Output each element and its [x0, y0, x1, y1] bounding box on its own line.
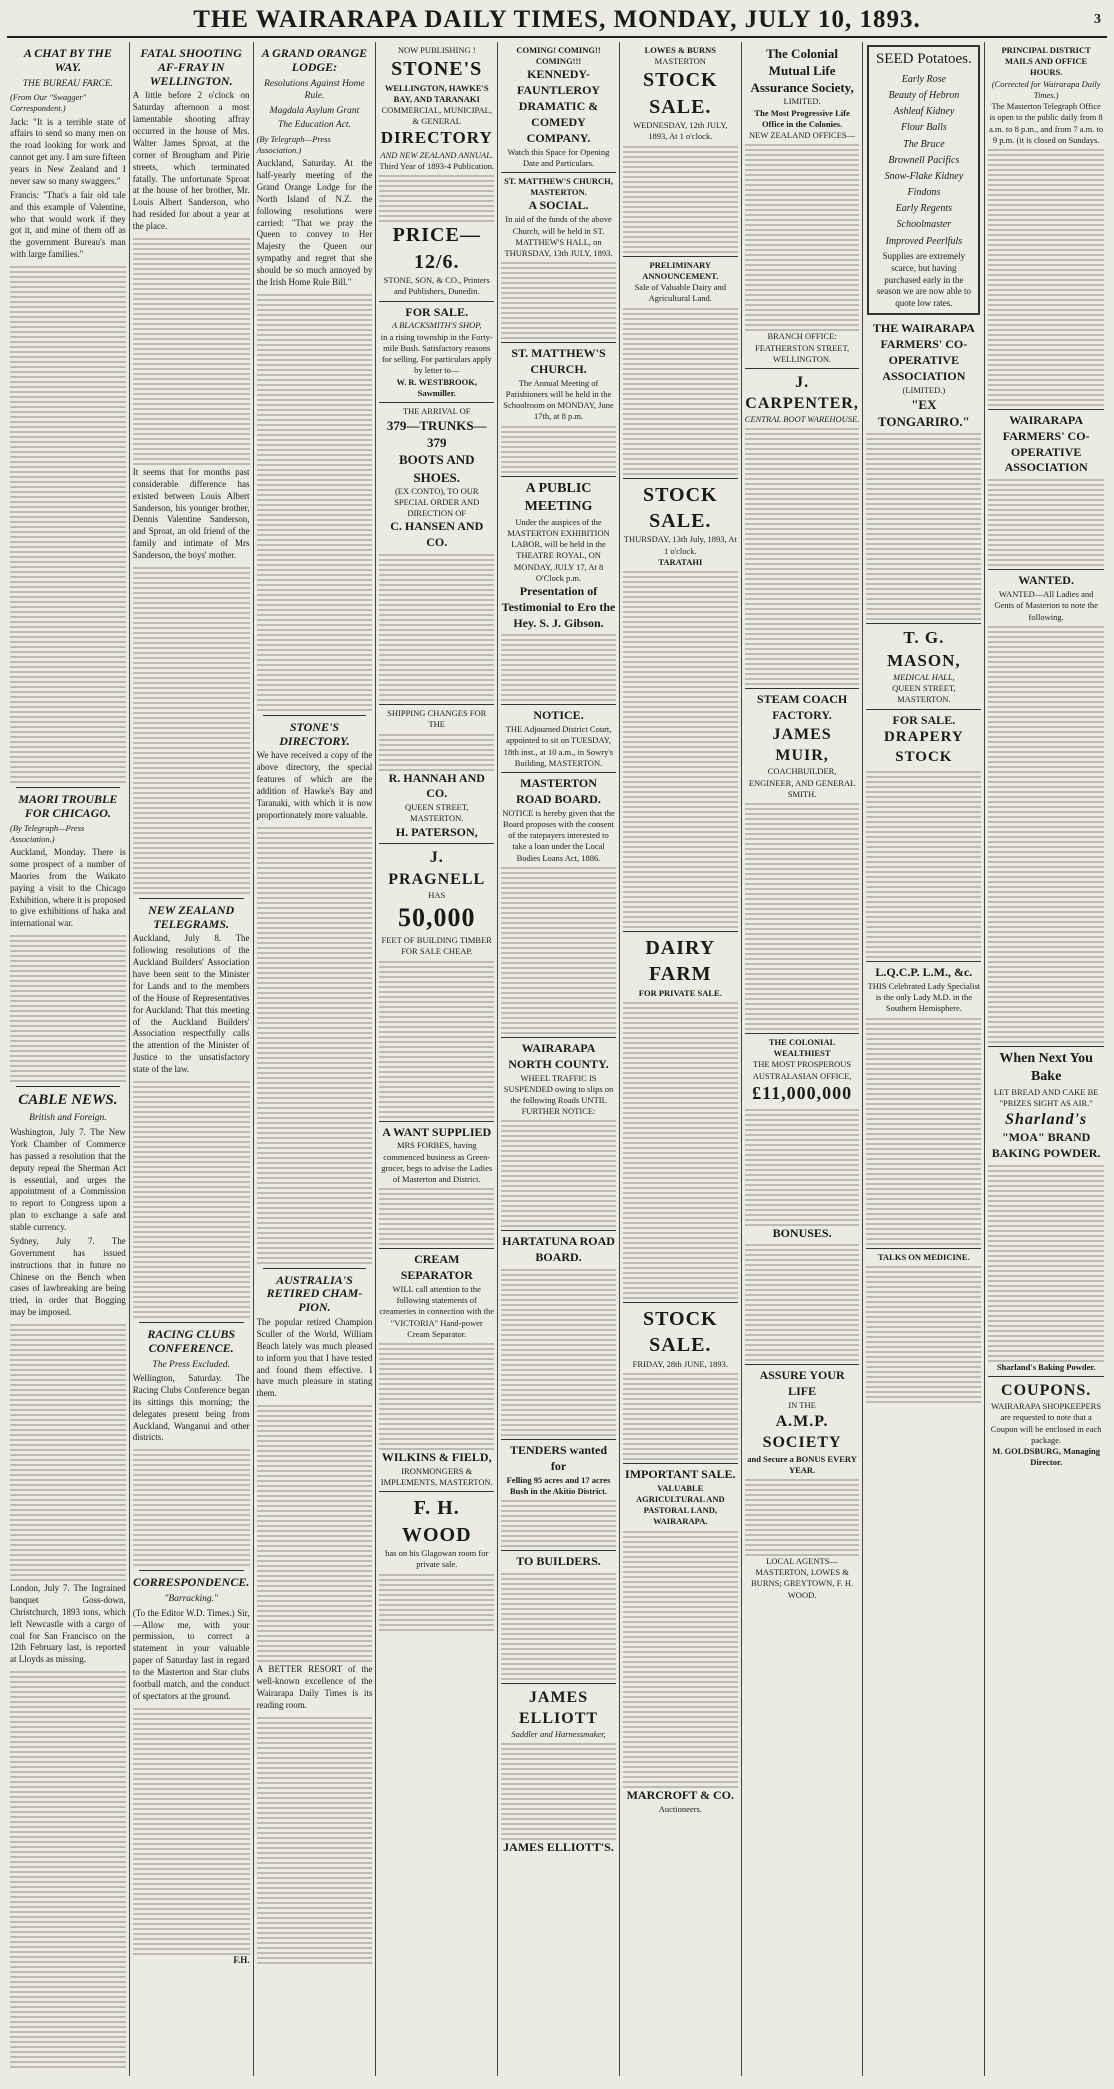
- ad-st-matthews-church: [501, 343, 616, 477]
- ad-title: COUPONS.: [1001, 1382, 1092, 1400]
- ad-text: QUEEN STREET, MASTERTON.: [404, 802, 469, 824]
- ad-stock-sale-2: [623, 479, 738, 932]
- ad-text: VALUABLE AGRICULTURAL AND PASTORAL LAND, WAIRARAPA.: [635, 1482, 725, 1527]
- ad-title: ST. MATTHEW'S CHURCH.: [511, 346, 606, 376]
- ad-body: [623, 568, 738, 928]
- ad-body: [501, 1740, 616, 1840]
- ad-body: [866, 768, 981, 958]
- ad-important-sale: [623, 1464, 738, 1818]
- headline-shooting: FATAL SHOOTING AF-FRAY IN WELLINGTON.: [140, 46, 242, 88]
- ad-mails: [988, 42, 1104, 410]
- ad-text: NEW ZEALAND OFFICES—: [749, 130, 856, 141]
- ad-text: LOCAL AGENTS—MASTERTON, LOWES & BURNS; GREYTOWN, F. H. WOOD.: [751, 1555, 854, 1600]
- ad-title: THE COLONIAL WEALTHIEST: [768, 1036, 836, 1059]
- ad-text: MRS FORBES, having commenced business as Green-grocer, begs to advise the Ladies of Masterton and District.: [381, 1140, 493, 1185]
- ad-text: WEDNESDAY, 12th JULY, 1893, At 1 o'clock.: [633, 120, 728, 142]
- ad-text: A BLACKSMITH'S SHOP,: [391, 320, 482, 331]
- seed-list: [872, 73, 975, 248]
- column-7: [742, 42, 864, 2076]
- ad-carpenter: [745, 369, 860, 689]
- ad-body: [745, 425, 860, 685]
- text-continuation: [10, 932, 126, 1082]
- ad-text: COMING! COMING!! COMING!!!: [516, 45, 601, 67]
- ad-farmers-coop: [866, 318, 981, 624]
- ad-text: LET BREAD AND CAKE BE "PRIZES SIGHT AS AIR.": [993, 1086, 1099, 1108]
- ad-stock-sale-1: [623, 42, 738, 257]
- ad-text: FEET OF BUILDING TIMBER FOR SALE CHEAP.: [381, 935, 492, 957]
- ad-dairy-farm: [623, 932, 738, 1303]
- ad-body: [623, 999, 738, 1299]
- text-continuation: [10, 263, 126, 783]
- ad-firm: A.M.P. SOCIETY: [762, 1413, 842, 1452]
- subhead-press: The Press Excluded.: [152, 1359, 230, 1370]
- ad-blacksmith: [379, 302, 494, 403]
- ad-body: [501, 1497, 616, 1547]
- subhead-barracking: "Barracking.": [164, 1594, 218, 1605]
- ad-body: [379, 1571, 494, 1631]
- ad-drapery: [866, 710, 981, 962]
- ad-body: [501, 1266, 616, 1436]
- ad-text: Sharland's Baking Powder.: [996, 1361, 1096, 1372]
- text-continuation: [257, 824, 373, 1264]
- ad-text: M. GOLDSBURG, Managing Director.: [992, 1446, 1100, 1468]
- ad-text: in a rising township in the Forty-mile Bush. Satisfactory reasons for selling. For particulars apply by letter to—: [380, 331, 493, 376]
- seed-item: Flour Balls: [900, 122, 947, 134]
- ad-body: [988, 476, 1104, 566]
- ad-body: [623, 1528, 738, 1788]
- headline-champion: AUSTRALIA'S RETIRED CHAM-PION.: [266, 1272, 363, 1315]
- seed-item: Brownell Pacifics: [888, 154, 960, 166]
- ad-bake: [988, 1047, 1104, 1377]
- ad-text: IN THE: [788, 1400, 816, 1411]
- headline-chat: A CHAT BY THE WAY.: [23, 46, 112, 74]
- ad-text: WAIRARAPA SHOPKEEPERS are requested to note that a Coupon will be enclosed in each package.: [990, 1401, 1102, 1445]
- ad-title: IMPORTANT SALE.: [625, 1466, 736, 1481]
- ad-text: STONE, SON, & CO., Printers and Publishers, Dunedin.: [383, 275, 490, 297]
- ad-body: [745, 800, 860, 1030]
- ad-colonial-mutual: [745, 42, 860, 369]
- article-paragraph: Washington, July 7. The New York Chamber of Commerce has passed a resolution that the deputy repeal the Sherman Act is essential, and urges the appointment of a Commission to report to Congress upon a plan to exchange a safe and stable currency.: [10, 1127, 126, 1232]
- ad-title: STOCK SALE.: [642, 69, 718, 118]
- ad-text: has on his Glagowan room for private sale.: [385, 1548, 489, 1570]
- ad-title: 379—TRUNKS—379: [386, 418, 487, 451]
- ad-wood: [379, 1492, 494, 1633]
- column-9: [985, 42, 1107, 2076]
- ad-title: WAIRARAPA NORTH COUNTY.: [508, 1040, 609, 1071]
- masthead: [7, 6, 1107, 38]
- text-continuation: [257, 1402, 373, 1662]
- ad-firm: H. PATERSON,: [395, 824, 478, 839]
- ad-text: Watch this Space for Opening Date and Particulars.: [507, 146, 610, 168]
- ad-body: [501, 259, 616, 339]
- ad-title: FOR SALE.: [892, 712, 956, 727]
- ad-builders: [501, 1551, 616, 1684]
- subhead-british: British and Foreign.: [29, 1113, 107, 1124]
- ad-text: (LIMITED.): [902, 384, 946, 395]
- ad-text: SHIPPING CHANGES FOR THE: [387, 708, 487, 730]
- ad-stones-directory: [379, 42, 494, 302]
- ad-title: STONE'S: [391, 58, 483, 81]
- ad-body: [745, 141, 860, 331]
- ad-title: WAIRARAPA FARMERS' CO-OPERATIVE ASSOCIATION: [1002, 412, 1090, 475]
- ad-text: In aid of the funds of the above Church, will be held in ST. MATTHEW'S HALL, on THURSDAY, 13th JULY, 1893.: [504, 214, 613, 258]
- text-continuation: [10, 1321, 126, 1581]
- article-paragraph: London, July 7. The Ingrained banquet Goss-down, Christchurch, 1893 tons, which left Newcastle with a cargo of coal for San Francisco on the 12th February last, is reported at Lloyds as missing.: [10, 1583, 126, 1665]
- headline-maori: MAORI TROUBLE FOR CHICAGO.: [18, 792, 118, 820]
- ad-title: DRAPERY STOCK: [883, 729, 964, 766]
- ad-text: THE ARRIVAL OF: [402, 405, 471, 416]
- ad-firm: JAMES ELLIOTT'S.: [503, 1840, 614, 1855]
- column-3: [254, 42, 377, 2076]
- article-paragraph: The popular retired Champion Sculler of the World, William Beach lately was much pleased to inform you that I have tested and found them effective. I have much pleasure in stating them.: [256, 1317, 373, 1399]
- ad-title: BAKING POWDER.: [991, 1146, 1101, 1161]
- ad-amp-wealthiest: [745, 1034, 860, 1365]
- ad-text: THURSDAY, 13th July, 1893, At 1 o'clock.: [623, 534, 737, 556]
- ad-text: Felling 95 acres and 17 acres Bush in the Akitio District.: [506, 1474, 611, 1496]
- ad-preliminary: [623, 257, 738, 479]
- ad-text: Under the auspices of the MASTERTON EXHIBITION LABOR, will be held in the THEATRE ROYAL, ON MONDAY, JULY 17, At 8 O'Clock p.m.: [507, 516, 610, 583]
- ad-kennedy: [501, 42, 616, 173]
- ad-firm: WILKINS & FIELD,: [381, 1450, 492, 1465]
- ad-firm: C. HANSEN AND CO.: [390, 519, 484, 550]
- headline-orange-lodge: A GRAND ORANGE LODGE:: [261, 46, 368, 74]
- column-2: [130, 42, 254, 2076]
- ad-text: COMMERCIAL, MUNICIPAL, & GENERAL: [381, 105, 492, 127]
- ad-title: DIRECTORY: [380, 128, 493, 148]
- ad-title: TENDERS wanted for: [510, 1443, 608, 1473]
- column-8: [863, 42, 985, 2076]
- headline-stones: STONE'S DIRECTORY.: [279, 719, 350, 748]
- ad-title: STOCK SALE.: [642, 483, 718, 532]
- ad-mason: [866, 624, 981, 710]
- ad-title: PRELIMINARY ANNOUNCEMENT.: [642, 259, 719, 281]
- ad-seed-potatoes: [867, 45, 980, 315]
- ad-body: [379, 1340, 494, 1450]
- ad-firm: Sharland's: [1005, 1111, 1088, 1129]
- ad-hartatuna: [501, 1231, 616, 1440]
- ad-wanted: [988, 570, 1104, 1046]
- ad-text: The Masterton Telegraph Office is open to the public daily from 8 a.m. to 8 p.m., and from 7 a.m. to 9 p.m. (it is closed on Sundays.: [989, 101, 1104, 145]
- ad-firm: F. H. WOOD: [401, 1497, 472, 1546]
- headline-racing: RACING CLUBS CONFERENCE.: [147, 1326, 236, 1355]
- ad-body: [866, 430, 981, 620]
- ad-text: Auctioneers.: [658, 1803, 702, 1814]
- seed-item: Schoolmaster: [896, 219, 952, 231]
- article-paragraph: A little before 2 o'clock on Saturday afternoon a most lamentable shooting affray occurred in the house of Mrs. Walter James Sproat, at the corner of Brougham and Pirie streets, which terminated fatally. The unfortunate Sproat at the house of her brother, Mr. Louis Albert Sanderson, who had resided for about a year at the place.: [132, 90, 250, 232]
- ad-title: A SOCIAL.: [528, 198, 589, 213]
- ad-notice-court: [501, 705, 616, 773]
- ad-forbes: [379, 1122, 494, 1250]
- ad-body: [745, 1241, 860, 1361]
- seed-item: Early Rose: [901, 73, 946, 85]
- ad-body: [866, 1015, 981, 1245]
- ad-firm: T. G. MASON,: [887, 628, 961, 670]
- ad-coupons: [988, 1377, 1104, 1471]
- article-paragraph: Sydney, July 7. The Government has issued instructions that in future no Chinese on the Bench when cases of lawbreaking are being tried, in order that Bogging may be imposed.: [10, 1235, 126, 1318]
- ad-text: and Secure a BONUS EVERY YEAR.: [747, 1453, 857, 1475]
- seed-item: Findons: [907, 187, 941, 199]
- ad-title: CREAM SEPARATOR: [400, 1252, 473, 1283]
- ad-text: BRANCH OFFICE: FEATHERSTON STREET, WELLINGTON.: [755, 331, 850, 364]
- text-continuation: [133, 564, 250, 894]
- ad-text: The Most Progressive Life Office in the Colonies.: [754, 107, 850, 129]
- ad-tenders: [501, 1440, 616, 1551]
- ad-stock-sale-3: [623, 1303, 738, 1464]
- ad-farmers-coop-2: [988, 410, 1104, 570]
- ad-text: Sale of Valuable Dairy and Agricultural Land.: [634, 282, 727, 304]
- ad-text: ST. MATTHEW'S CHURCH, MASTERTON.: [504, 176, 613, 198]
- seed-item: Early Regents: [895, 203, 953, 215]
- headline-nz-telegrams: NEW ZEALAND TELEGRAMS.: [148, 902, 235, 931]
- ad-title: When Next You Bake: [999, 1050, 1093, 1085]
- ad-body: [501, 423, 616, 473]
- ad-price: PRICE—12/6.: [392, 224, 481, 273]
- ad-muir: [745, 689, 860, 1034]
- ad-text: FRIDAY, 28th JUNE, 1893.: [632, 1358, 728, 1369]
- text-continuation: [257, 291, 373, 711]
- article-paragraph: Auckland, Monday. There is some prospect of a number of Maories from the Waikato paying a visit to the Chicago Exhibition, where it is proposed to give exhibitions of haka and international war.: [10, 847, 126, 929]
- article-paragraph: Francis: "That's a fair old tale and this example of Valentine, who that would work if they got it, and mine of them off as the government Bureau's man with large families.": [10, 189, 126, 260]
- ad-body: [988, 623, 1104, 1043]
- signature: F.H.: [233, 1954, 250, 1965]
- ad-text: LOWES & BURNS: [644, 45, 716, 55]
- text-continuation: [10, 1668, 126, 2068]
- subhead-home-rule: Resolutions Against Home Rule.: [264, 78, 365, 102]
- ad-body: [501, 1570, 616, 1680]
- ad-body: [623, 1370, 738, 1460]
- article-paragraph: Jack: "It is a terrible state of affairs to send so many men on the road looking for work and cannot get any. I am sure fifteen years in New Zealand and I never saw so many swaggers.": [10, 116, 126, 186]
- ad-title: Presentation of Testimonial to Ero the Hey. S. J. Gibson.: [501, 583, 616, 630]
- ad-title: TALKS ON MEDICINE.: [878, 1251, 970, 1262]
- ad-road-board: [501, 773, 616, 1038]
- subhead-magdala: Magdala Asylum Grant: [269, 105, 360, 116]
- seed-item: Beauty of Hebron: [888, 89, 960, 101]
- column-4: [376, 42, 498, 2076]
- ad-body: [988, 1162, 1104, 1362]
- ad-text: THE Adjourned District Court, appointed to sit on TUESDAY, 18th inst., at 10 a.m., in Sowry's Building, MASTERTON.: [503, 724, 614, 768]
- ad-firm: JAMES MUIR,: [772, 726, 832, 765]
- ad-text: THIS Celebrated Lady Specialist is the only Lady M.D. in the Southern Hemisphere.: [867, 980, 981, 1014]
- ad-text: IRONMONGERS & IMPLEMENTS, MASTERTON.: [380, 1465, 493, 1488]
- ad-title: HARTATUNA ROAD BOARD.: [502, 1234, 615, 1265]
- column-1: [7, 42, 130, 2076]
- byline: (From Our "Swagger" Correspondent.): [10, 92, 87, 114]
- ad-title: 50,000: [397, 902, 476, 932]
- ad-firm: R. HANNAH AND CO.: [388, 770, 485, 801]
- ad-text: NOTICE is hereby given that the Board proposes with the consent of the ratepayers interested to take a loan under the Local Bodies Loans Act, 1886.: [502, 807, 615, 863]
- ad-text: Saddler and Harnessmaker,: [511, 1729, 606, 1740]
- ad-pragnell: [379, 844, 494, 1121]
- ad-body: [379, 1185, 494, 1245]
- seed-item: Ashleaf Kidney: [893, 106, 955, 118]
- column-6: [620, 42, 742, 2076]
- ad-text: NOW PUBLISHING !: [397, 45, 476, 55]
- text-continuation: [133, 1446, 250, 1566]
- ad-body: [501, 864, 616, 1034]
- ad-text: W. R. WESTBROOK, Sawmiller.: [396, 376, 477, 398]
- text-continuation: [133, 235, 250, 465]
- ad-hannah: [379, 705, 494, 844]
- ad-title: PRINCIPAL DISTRICT MAILS AND OFFICE HOURS.: [1001, 45, 1091, 78]
- ad-elliott: [501, 1684, 616, 1859]
- ad-figure: £11,000,000: [752, 1082, 853, 1103]
- ad-text: CENTRAL BOOT WAREHOUSE.: [744, 414, 860, 425]
- ad-talks-medicine: [866, 1249, 981, 1406]
- ad-text: AND NEW ZEALAND ANNUAL.: [380, 149, 494, 160]
- ad-body: [623, 143, 738, 253]
- ad-lady-specialist: [866, 962, 981, 1248]
- byline: (By Telegraph—Press Association.): [10, 822, 85, 844]
- ad-text: MEDICAL HALL,: [893, 671, 955, 682]
- columns: [7, 42, 1107, 2076]
- ad-title: SEED Potatoes.: [875, 51, 972, 67]
- ad-firm: J. CARPENTER,: [745, 374, 859, 413]
- ad-title: L.Q.C.P. L.M., &c.: [875, 965, 973, 980]
- article-paragraph: (To the Editor W.D. Times.) Sir,—Allow me, with your permission, to correct a statement in your valuable paper of Saturday last in regard to the Masterton and Star clubs football match, and the conduct of spectators at the ground.: [132, 1607, 250, 1701]
- ad-st-matthews-social: [501, 173, 616, 343]
- ad-title: DAIRY FARM: [645, 936, 716, 986]
- ad-text: WANTED—All Ladies and Gents of Masterton to note the following.: [994, 589, 1098, 622]
- ad-text: FOR PRIVATE SALE.: [638, 987, 722, 998]
- ad-title: The Colonial Mutual Life Assurance Society,: [750, 46, 854, 96]
- article-paragraph: Auckland, July 8. The following resolutions of the Auckland Builders' Association have been sent to the Minister for Lands and to the members of the House of Representatives for Auckland: That this meeting of the Auckland Builders' Association respectfully calls the attention of the Minister of Justice to the unsatisfactory state of the law.: [132, 933, 250, 1075]
- ad-text: MASTERTON: [654, 56, 706, 67]
- ad-title: ASSURE YOUR LIFE: [759, 1368, 845, 1399]
- article-paragraph: It seems that for months past considerable difference has existed between Louis Albert Sanderson, his younger brother, Dennis Valentine Sanderson, and Sproat, an old friend of the family and intimate of Mrs Sanderson, the boys' mother.: [132, 466, 250, 561]
- ad-title: TO BUILDERS.: [516, 1554, 601, 1569]
- ad-body: [745, 1106, 860, 1226]
- ad-trunks: [379, 403, 494, 705]
- ad-text: THE MOST PROSPEROUS AUSTRALASIAN OFFICE,: [752, 1059, 852, 1081]
- ad-text: QUEEN STREET, MASTERTON.: [892, 683, 956, 705]
- ad-assure-life: [745, 1365, 860, 1603]
- ad-body: [623, 305, 738, 475]
- ad-text: TARATAHI: [658, 556, 703, 567]
- byline: (By Telegraph—Press Association.): [256, 133, 331, 155]
- ad-text: LIMITED.: [783, 96, 821, 107]
- ad-public-meeting: [501, 477, 616, 706]
- newspaper-page: [7, 6, 1107, 2076]
- article-paragraph: Auckland, Saturday. At the half-yearly meeting of the Grand Orange Lodge for the North Island of N.Z. the following resolutions were carried: "That we pray the Queen to convey to Her Majesty the Queen our sympathy and regret that she should be so much annoyed by the Irish Home Rule Bill.": [256, 158, 373, 287]
- ad-title: NOTICE.: [533, 708, 584, 723]
- ad-text: HAS: [428, 889, 446, 900]
- ad-title: THE WAIRARAPA FARMERS' CO-OPERATIVE ASSOCIATION: [872, 321, 975, 383]
- seed-item: The Bruce: [903, 138, 945, 150]
- ad-body: [379, 172, 494, 222]
- ad-firm: MARCROFT & CO.: [626, 1787, 735, 1802]
- ad-body: [379, 551, 494, 701]
- ad-title: A WANT SUPPLIED: [382, 1124, 492, 1139]
- subhead-bureau: THE BUREAU FARCE.: [22, 78, 114, 89]
- ad-title: KENNEDY-FAUNTLEROY DRAMATIC & COMEDY COMPANY.: [516, 67, 601, 145]
- ad-title: BONUSES.: [772, 1225, 832, 1240]
- ad-body: [379, 958, 494, 1118]
- ad-text: COACHBUILDER, ENGINEER, AND GENERAL SMITH.: [748, 766, 856, 799]
- ad-title: WANTED.: [1018, 573, 1074, 588]
- ad-text: Supplies are extremely scarce, but having purchased early in the season we are now able to quote low rates.: [876, 250, 971, 309]
- ad-text: WHEEL TRAFFIC IS SUSPENDED owing to slips on the following Roads UNTIL FURTHER NOTICE:: [503, 1072, 614, 1117]
- ad-title: FOR SALE.: [405, 304, 469, 319]
- subhead-education: The Education Act.: [277, 120, 351, 131]
- ad-firm: J. PRAGNELL: [388, 849, 486, 888]
- ad-body: [501, 1117, 616, 1227]
- text-continuation: [133, 1078, 250, 1318]
- headline-correspondence: CORRESPONDENCE.: [132, 1575, 250, 1590]
- ad-title: BOOTS AND SHOES.: [398, 452, 475, 485]
- ad-text: The Annual Meeting of Parishioners will be held in the Schoolroom on MONDAY, June 17th, at 8 p.m.: [503, 377, 614, 422]
- ad-body: [379, 731, 494, 771]
- page-title: THE WAIRARAPA DAILY TIMES, MONDAY, JULY 10, 1893.: [193, 6, 921, 33]
- article-paragraph: We have received a copy of the above directory, the special features of which are the addition of Hawke's Bay and Taranaki, with which it is now proportionately more valuable.: [256, 750, 373, 820]
- headline-cable: CABLE NEWS.: [18, 1092, 118, 1109]
- text-continuation: [257, 1714, 373, 1964]
- ad-text: Third Year of 1893-4 Publication.: [379, 161, 495, 172]
- ad-body: [745, 1476, 860, 1556]
- text-continuation: [133, 1705, 250, 1955]
- ad-title: A PUBLIC MEETING: [524, 480, 593, 515]
- ad-text: WELLINGTON, HAWKE'S BAY, AND TARANAKI: [384, 82, 489, 104]
- ad-text: (EX CONTO), TO OUR SPECIAL ORDER AND DIRECTION OF: [394, 485, 480, 519]
- ad-title: MASTERTON ROAD BOARD.: [516, 776, 601, 806]
- ad-body: [866, 1263, 981, 1403]
- ad-cream-separator: [379, 1249, 494, 1492]
- ad-north-county: [501, 1038, 616, 1232]
- ad-title: STOCK SALE.: [642, 1307, 718, 1357]
- column-5: [498, 42, 620, 2076]
- article-paragraph: Wellington, Saturday. The Racing Clubs Conference began its sittings this morning; the delegates present being from Auckland, Wanganui and other districts.: [132, 1373, 250, 1443]
- ad-body: [501, 631, 616, 701]
- seed-item: Improved Peerlfuls: [885, 235, 963, 247]
- ad-body: [988, 146, 1104, 406]
- ad-title: "EX TONGARIRO.": [877, 396, 970, 429]
- page-number: 3: [1094, 12, 1101, 27]
- ad-title: "MOA" BRAND: [1001, 1130, 1091, 1145]
- seed-item: Snow-Flake Kidney: [884, 170, 964, 182]
- ad-firm: JAMES ELLIOTT: [519, 1688, 599, 1728]
- article-paragraph: A BETTER RESORT of the well-known excellence of the Wairarapa Daily Times is its reading room.: [256, 1664, 373, 1710]
- ad-text: WILL call attention to the following statements of creameries in connection with the "VICTORIA" Hand-power Cream Separator.: [379, 1284, 495, 1339]
- ad-text: (Corrected for Wairarapa Daily Times.): [991, 78, 1101, 100]
- ad-title: STEAM COACH FACTORY.: [756, 692, 848, 723]
